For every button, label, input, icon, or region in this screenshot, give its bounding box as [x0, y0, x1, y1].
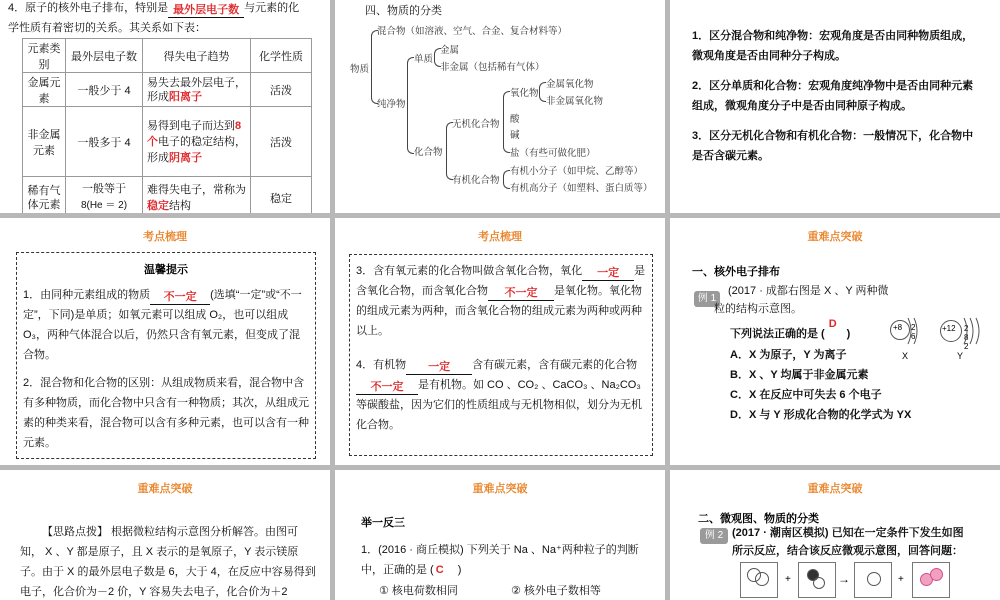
node-nonmetal: 非金属（包括稀有气体）: [440, 63, 545, 73]
nucleus-x-charge: +8: [893, 323, 903, 332]
molecule-icon: [930, 568, 943, 581]
note-4: 4．有机物 一定 含有碳元素，含有碳元素的化合物不一定 是有机物。如 CO 、CO₂ 、CaCO₃ 、Na₂CO₃ 等碳酸盐，因为它们的性质组成与无机物相似，划分为无机化合物。: [356, 359, 642, 431]
table-row: [23, 73, 312, 107]
option-b[interactable]: B．X 、Y 均属于非金属元素: [730, 369, 869, 381]
th-type: 元素类别: [23, 39, 66, 73]
label-y: Y: [957, 351, 964, 361]
node-elem: 单质: [414, 55, 434, 65]
example-badge: 例 1: [694, 291, 720, 307]
hint-text: 【思路点拨】 根据微粒结构示意图分析解答。由图可知， X 、Y 都是原子，且 X 表示的是氧原子，Y 表示镁原子。由于 X 的最外层电子数是 6，大于 4，在反应中容易得到电子，化合价为－2 价，Y 容易失去电子，化合价为＋2: [20, 526, 316, 598]
cell-prop: 稳定: [251, 177, 312, 214]
slide-practice: [335, 470, 665, 600]
answer-not-necessarily: 不一定: [504, 287, 538, 299]
node-pure: 纯净物: [377, 100, 406, 110]
option-c[interactable]: C．X 在反应中可失去 6 个电子: [730, 389, 882, 401]
answer-not-necessarily: 不一定: [370, 381, 404, 393]
tree-title: 四、物质的分类: [365, 5, 442, 17]
cell-count: 一般等于 8(He ＝ 2): [66, 177, 143, 214]
shells-y: 2 8 2: [964, 324, 970, 351]
slide-example-2: [670, 470, 1000, 600]
practice-title: 举一反三: [361, 517, 405, 529]
product-box-1: [854, 562, 892, 598]
bracket-oxide: [539, 82, 546, 102]
node-root: 物质: [350, 65, 370, 75]
node-acid: 酸: [510, 115, 520, 125]
node-organic: 有机化合物: [452, 176, 500, 186]
node-metal: 金属: [440, 46, 460, 56]
answer-stable: 稳定: [147, 199, 169, 212]
shells-x: 2 6: [911, 323, 917, 341]
node-mix: 混合物（如溶液、空气、合金、复合材料等）: [377, 27, 568, 37]
intro-text-c: 学性质有着密切的关系。其关系如下表：: [8, 22, 206, 34]
th-prop: 化学性质: [251, 39, 312, 73]
answer-not-necessarily: 不一定: [163, 291, 197, 303]
molecule-icon: [867, 572, 881, 586]
cell-count: 一般少于 4: [66, 73, 143, 107]
intro-text-b: 与元素的化: [244, 2, 300, 14]
node-compound: 化合物: [414, 148, 443, 158]
th-trend: 得失电子趋势: [143, 39, 251, 73]
molecule-icon: [813, 577, 825, 589]
distinction-2: 2．区分单质和化合物：宏观角度纯净物中是否由同种元素组成，微观角度分子中是否由同种原子构成。: [692, 80, 974, 112]
node-large: 有机高分子（如塑料、蛋白质等）: [510, 184, 653, 194]
element-table: [22, 38, 312, 213]
bracket-inorganic: [503, 91, 510, 153]
answer-outer-electrons: 最外层电子数: [173, 4, 240, 16]
bracket-organic: [503, 170, 510, 189]
node-small: 有机小分子（如甲烷、乙醇等）: [510, 167, 644, 177]
practice-option-2[interactable]: ② 核外电子数相等: [511, 585, 601, 597]
example-text: (2017 · 潮南区模拟) 已知在一定条件下发生如图所示反应，结合该反应微观示意图，回答问题：: [732, 527, 964, 557]
question-stem: (2017 · 成都右图是 X 、Y 两种微粒的结构示意图。: [714, 285, 889, 315]
tips-title: 温馨提示: [144, 264, 188, 276]
cell-type: 非金属元素: [23, 107, 66, 177]
cell-type: 稀有气体元素: [23, 177, 66, 214]
tip-1: 1．由同种元素组成的物质 不一定 (选填“一定”或“不一定”，下同)是单质；如氧元素可以组成 O₂，也可以组成 O₃，两种气体混合以后，仍然只含有氧元素，但变成了混合物。: [23, 289, 302, 361]
slide-distinctions: [670, 0, 1000, 213]
reactant-box-2: [798, 562, 836, 598]
node-oxide: 氧化物: [510, 89, 539, 99]
answer-d: D: [828, 318, 837, 330]
slide-oxide-organic: [335, 218, 665, 465]
answer-eight: 8个: [147, 119, 242, 148]
option-d[interactable]: D．X 与 Y 形成化合物的化学式为 YX: [730, 409, 912, 421]
notes-box: [349, 254, 653, 456]
answer-c: C: [435, 564, 444, 576]
shell-arcs-icon: [906, 314, 996, 348]
node-base: 碱: [510, 131, 520, 141]
node-salt: 盐（有些可做化肥）: [510, 149, 596, 159]
th-count: 最外层电子数: [66, 39, 143, 73]
section-title: 一、核外电子排布: [692, 266, 780, 278]
molecule-icon: [755, 572, 769, 586]
node-metal-oxide: 金属氧化物: [546, 80, 594, 90]
table-row: [23, 177, 312, 214]
intro-text-a: 4．原子的核外电子排布，特别是: [8, 2, 169, 14]
slide-header: 考点梳理: [478, 231, 522, 243]
slide-example-1: 重难点突破 一、核外电子排布 例 1 (2017 · 成都右图是 X 、Y 两种微粒的结构示意图。 下列说法正确的是 (D) A．X 为原子，Y 为离子 B．X 、Y 均属于非金属元素 C．X 在反应中可失去 6 个电子 D．X 与 Y 形成化合物的化学式为 YX +8 2 6 X +12 2 8 2 Y: [670, 218, 1000, 465]
cell-trend: 难得失电子，常称为稳定结构: [143, 177, 251, 214]
answer-certainly: 一定: [428, 361, 451, 373]
answer-cation: 阳离子: [169, 90, 202, 103]
plus-sign: +: [898, 574, 904, 585]
plus-sign: +: [785, 574, 791, 585]
slide-atomic-table: [0, 0, 330, 213]
example-badge: 例 2: [700, 528, 728, 544]
answer-certainly: 一定: [597, 267, 620, 279]
distinction-3: 3．区分无机化合物和有机化合物：一般情况下，化合物中是否含碳元素。: [692, 130, 974, 162]
arrow-icon: →: [838, 572, 850, 586]
option-a[interactable]: A．X 为原子，Y 为离子: [730, 349, 847, 361]
section-title: 二、微观图、物质的分类: [698, 513, 819, 525]
product-box-2: [912, 562, 950, 598]
slide-header: 考点梳理: [143, 231, 187, 243]
bracket-root: [371, 30, 378, 104]
slide-hint: [0, 470, 330, 600]
slide-header: 重难点突破: [807, 483, 863, 495]
label-x: X: [902, 351, 909, 361]
cell-prop: 活泼: [251, 107, 312, 177]
question-text: 下列说法正确的是 (: [730, 328, 825, 340]
table-row: [23, 107, 312, 177]
slide-header: 重难点突破: [137, 483, 193, 495]
slide-tips: [0, 218, 330, 465]
practice-option-1[interactable]: ① 核电荷数相同: [379, 585, 458, 597]
node-nonmetal-oxide: 非金属氧化物: [546, 97, 604, 107]
slide-classification-tree: [335, 0, 665, 213]
tip-2: 2．混合物和化合物的区别：从组成物质来看，混合物中含有多种物质，而化合物中只含有一种物质；其次，从组成元素的种类来看，混合物可以含有多种元素，也可以含有一种元素。: [23, 377, 309, 449]
answer-anion: 阴离子: [169, 151, 202, 164]
nucleus-y-charge: +12: [942, 324, 956, 333]
cell-trend: 易得到电子而达到8个电子的稳定结构，形成阴离子: [143, 107, 251, 177]
slide-header: 重难点突破: [472, 483, 528, 495]
note-3: 3．含有氧元素的化合物叫做含氧化合物，氧化 一定 是含氧化合物，而含氧化合物 不一定 是氧化物。氧化物的组成元素为两种，而含氧化合物的组成元素为两种或两种以上。: [356, 265, 646, 337]
cell-trend: 易失去最外层电子，形成阳离子: [143, 73, 251, 107]
cell-count: 一般多于 4: [66, 107, 143, 177]
cell-type: 金属元素: [23, 73, 66, 107]
cell-prop: 活泼: [251, 73, 312, 107]
tips-box: [16, 252, 316, 459]
bracket-pure: [407, 57, 414, 154]
practice-question: 1．(2016 · 商丘模拟) 下列关于 Na 、Na⁺两种粒子的判断中，正确的是 ( C ): [361, 544, 639, 576]
node-inorganic: 无机化合物: [452, 120, 500, 130]
slide-header: 重难点突破: [807, 231, 863, 243]
distinction-1: 1．区分混合物和纯净物：宏观角度是否由同种物质组成，微观角度是否由同种分子构成。: [692, 30, 974, 62]
reactant-box-1: [740, 562, 778, 598]
